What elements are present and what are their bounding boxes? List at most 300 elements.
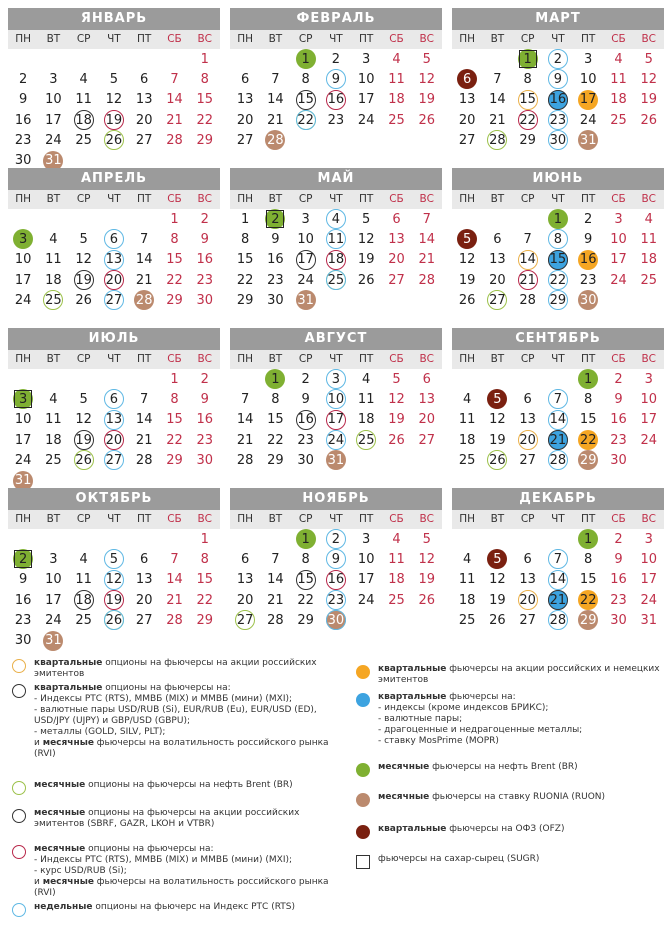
day-number: 2	[584, 211, 593, 227]
weekday-label: ВС	[197, 33, 212, 45]
weekday-label: СР	[76, 513, 91, 525]
day-number: 21	[549, 432, 567, 448]
day-grid	[8, 369, 220, 491]
day-number: 20	[105, 432, 123, 448]
month-block	[8, 168, 220, 330]
day-number: 10	[357, 551, 375, 567]
day-cell	[69, 270, 99, 290]
day-number: 8	[553, 231, 563, 247]
day-cell	[381, 590, 411, 610]
day-cell	[230, 430, 260, 450]
day-number: 1	[170, 211, 179, 227]
day-number: 19	[640, 92, 657, 108]
day-number: 2	[200, 371, 209, 387]
day-cell	[190, 110, 220, 130]
day-cell	[99, 590, 129, 610]
legend-marker	[12, 809, 26, 823]
legend-item	[352, 664, 670, 686]
day-number: 7	[553, 391, 563, 407]
day-cell	[190, 270, 220, 290]
legend-marker	[12, 659, 26, 673]
day-number: 11	[327, 231, 345, 247]
day-number: 16	[327, 92, 345, 108]
day-cell	[99, 610, 129, 630]
day-grid	[230, 209, 442, 331]
weekday-label: ПТ	[581, 193, 596, 205]
day-number: 15	[196, 572, 213, 588]
day-number: 21	[549, 592, 567, 608]
day-cell	[603, 590, 633, 610]
weekday-label: СР	[76, 353, 91, 365]
day-cell	[190, 430, 220, 450]
day-cell	[381, 250, 411, 270]
day-number: 12	[418, 551, 435, 567]
day-cell	[8, 590, 38, 610]
day-cell	[291, 549, 321, 569]
day-number: 25	[458, 452, 476, 468]
day-cell	[634, 229, 664, 249]
month-title: ИЮНЬ	[452, 168, 664, 190]
month-title: АВГУСТ	[230, 328, 442, 350]
weekday-label: СБ	[167, 33, 182, 45]
day-cell	[38, 110, 68, 130]
day-cell	[381, 549, 411, 569]
day-number: 8	[584, 551, 593, 567]
day-cell	[321, 590, 351, 610]
day-number: 18	[45, 272, 62, 288]
day-number: 21	[489, 112, 506, 128]
day-number: 15	[519, 92, 536, 108]
day-number: 13	[489, 252, 506, 268]
day-number: 29	[236, 292, 254, 308]
day-number: 18	[388, 572, 405, 588]
day-number: 14	[135, 252, 153, 268]
legend-marker	[356, 825, 370, 839]
day-cell	[634, 610, 664, 630]
day-cell	[260, 610, 290, 630]
day-number: 28	[135, 292, 153, 308]
day-cell	[291, 229, 321, 249]
weekday-label: ВС	[641, 193, 656, 205]
day-number: 20	[519, 592, 536, 608]
day-cell	[452, 290, 482, 310]
day-cell	[573, 410, 603, 430]
day-cell	[159, 290, 189, 310]
day-cell	[603, 69, 633, 89]
day-number: 28	[267, 132, 284, 148]
day-cell	[351, 69, 381, 89]
day-cell	[291, 610, 321, 630]
day-number: 30	[610, 612, 627, 628]
day-number: 31	[14, 473, 32, 489]
day-number: 29	[579, 452, 597, 468]
day-cell	[230, 250, 260, 270]
day-number: 12	[105, 572, 123, 588]
day-cell	[190, 229, 220, 249]
day-cell	[230, 450, 260, 470]
day-number: 13	[105, 252, 123, 268]
day-number: 23	[14, 132, 32, 148]
weekday-label: СБ	[389, 513, 404, 525]
day-number: 17	[327, 412, 345, 428]
day-number: 21	[418, 252, 435, 268]
day-number: 15	[196, 92, 213, 108]
day-cell	[452, 229, 482, 249]
day-number: 9	[331, 551, 341, 567]
day-cell	[513, 270, 543, 290]
day-number: 5	[644, 51, 653, 67]
weekday-label: ПН	[459, 193, 476, 205]
day-cell	[190, 369, 220, 389]
weekday-label: ЧТ	[329, 193, 343, 205]
day-cell	[381, 430, 411, 450]
day-number: 6	[240, 71, 250, 87]
day-cell	[603, 229, 633, 249]
day-number: 25	[75, 612, 92, 628]
day-number: 27	[489, 292, 506, 308]
day-number: 16	[610, 572, 627, 588]
day-cell	[291, 209, 321, 229]
day-number: 4	[462, 391, 472, 407]
day-cell	[351, 389, 381, 409]
weekday-label: СР	[298, 513, 313, 525]
day-cell	[452, 110, 482, 130]
day-cell	[291, 529, 321, 549]
day-cell	[543, 110, 573, 130]
day-number: 16	[14, 112, 32, 128]
day-cell	[381, 410, 411, 430]
day-number: 18	[75, 112, 92, 128]
day-number: 1	[301, 51, 310, 67]
day-number: 12	[458, 252, 476, 268]
day-number: 17	[45, 592, 62, 608]
day-number: 18	[388, 92, 405, 108]
weekday-label: СБ	[611, 513, 626, 525]
day-number: 1	[200, 51, 209, 67]
day-number: 13	[135, 92, 153, 108]
day-cell	[482, 549, 512, 569]
day-number: 10	[610, 231, 627, 247]
day-cell	[99, 290, 129, 310]
day-number: 9	[584, 231, 593, 247]
day-cell	[513, 250, 543, 270]
day-number: 4	[79, 551, 88, 567]
day-cell	[99, 90, 129, 110]
day-cell	[412, 49, 442, 69]
weekday-label: ВТ	[46, 353, 61, 365]
weekday-label: ПТ	[359, 353, 374, 365]
day-number: 22	[549, 272, 567, 288]
day-cell	[482, 610, 512, 630]
day-number: 2	[18, 551, 28, 567]
day-cell	[412, 270, 442, 290]
month-block	[8, 328, 220, 490]
day-cell	[8, 69, 38, 89]
day-number: 10	[14, 252, 32, 268]
day-number: 5	[362, 211, 371, 227]
day-number: 8	[271, 391, 280, 407]
day-number: 11	[640, 231, 657, 247]
day-cell	[543, 69, 573, 89]
day-number: 4	[79, 71, 88, 87]
day-number: 24	[579, 112, 597, 128]
day-number: 18	[458, 432, 476, 448]
legend-line: эмитентов	[34, 669, 85, 679]
day-cell	[482, 69, 512, 89]
day-number: 14	[489, 92, 506, 108]
day-number: 19	[489, 592, 506, 608]
day-cell	[260, 389, 290, 409]
day-cell	[291, 250, 321, 270]
day-cell	[634, 549, 664, 569]
day-cell	[260, 69, 290, 89]
month-block	[230, 488, 442, 650]
day-grid	[452, 369, 664, 491]
day-number: 31	[579, 132, 597, 148]
day-cell	[482, 590, 512, 610]
day-cell	[8, 610, 38, 630]
day-cell	[38, 270, 68, 290]
day-number: 6	[140, 71, 149, 87]
day-cell	[412, 69, 442, 89]
day-number: 30	[297, 452, 314, 468]
day-number: 8	[170, 231, 179, 247]
day-number: 19	[75, 432, 92, 448]
day-number: 24	[45, 612, 62, 628]
day-cell	[513, 590, 543, 610]
weekday-label: СБ	[167, 513, 182, 525]
weekday-label: ЧТ	[107, 193, 121, 205]
day-grid	[230, 369, 442, 491]
day-number: 17	[640, 572, 657, 588]
day-cell	[573, 389, 603, 409]
day-cell	[129, 110, 159, 130]
day-number: 25	[640, 272, 657, 288]
month-block	[452, 488, 664, 650]
day-number: 12	[418, 71, 435, 87]
day-number: 2	[301, 371, 310, 387]
month-block	[230, 328, 442, 490]
day-cell	[513, 290, 543, 310]
weekday-label: ПТ	[137, 513, 152, 525]
day-cell	[482, 430, 512, 450]
weekday-label: ЧТ	[329, 353, 343, 365]
weekday-label: СБ	[611, 353, 626, 365]
legend-item	[352, 824, 670, 835]
day-number: 15	[166, 412, 183, 428]
weekday-header	[230, 350, 442, 369]
day-number: 11	[388, 551, 405, 567]
day-cell	[351, 110, 381, 130]
day-number: 2	[18, 71, 28, 87]
day-number: 9	[614, 391, 623, 407]
day-cell	[452, 549, 482, 569]
day-number: 30	[267, 292, 284, 308]
day-cell	[8, 570, 38, 590]
day-number: 5	[493, 551, 502, 567]
day-cell	[381, 110, 411, 130]
day-cell	[381, 529, 411, 549]
day-cell	[8, 229, 38, 249]
day-number: 10	[640, 551, 657, 567]
day-number: 16	[549, 92, 567, 108]
day-cell	[634, 250, 664, 270]
day-number: 6	[140, 551, 149, 567]
day-number: 11	[45, 412, 62, 428]
day-number: 22	[166, 272, 183, 288]
day-cell	[38, 549, 68, 569]
day-number: 7	[240, 391, 250, 407]
day-cell	[291, 450, 321, 470]
day-cell	[412, 570, 442, 590]
day-number: 15	[236, 252, 254, 268]
day-number: 10	[45, 92, 62, 108]
day-cell	[634, 430, 664, 450]
day-cell	[381, 570, 411, 590]
day-cell	[412, 229, 442, 249]
day-cell	[190, 590, 220, 610]
day-cell	[99, 450, 129, 470]
day-number: 20	[418, 412, 435, 428]
day-cell	[603, 529, 633, 549]
day-cell	[381, 270, 411, 290]
day-number: 30	[579, 292, 597, 308]
day-number: 7	[271, 551, 280, 567]
legend-line: - индексы (кроме индексов БРИКС);	[378, 703, 549, 713]
day-number: 4	[331, 211, 341, 227]
day-cell	[38, 90, 68, 110]
day-cell	[634, 110, 664, 130]
day-number: 26	[489, 452, 506, 468]
day-cell	[381, 49, 411, 69]
day-cell	[634, 389, 664, 409]
day-cell	[190, 410, 220, 430]
day-cell	[260, 369, 290, 389]
legend-line: (RVI)	[34, 888, 56, 898]
day-number: 22	[196, 112, 213, 128]
day-number: 8	[200, 551, 209, 567]
day-number: 19	[105, 112, 123, 128]
day-number: 26	[640, 112, 657, 128]
day-number: 27	[418, 432, 435, 448]
day-number: 13	[105, 412, 123, 428]
day-number: 13	[519, 572, 536, 588]
day-cell	[38, 389, 68, 409]
day-cell	[452, 250, 482, 270]
day-cell	[190, 570, 220, 590]
day-number: 1	[240, 211, 250, 227]
legend-marker	[356, 793, 370, 807]
day-number: 17	[297, 252, 314, 268]
day-cell	[260, 110, 290, 130]
weekday-label: ВС	[419, 33, 434, 45]
day-cell	[8, 250, 38, 270]
day-number: 16	[196, 252, 213, 268]
day-number: 24	[610, 272, 627, 288]
day-number: 13	[236, 572, 254, 588]
day-number: 30	[610, 452, 627, 468]
legend-line: - Индексы РТС (RTS), ММВБ (MIX) и ММВБ (мини) (MXI);	[34, 694, 293, 704]
day-number: 28	[418, 272, 435, 288]
day-cell	[573, 610, 603, 630]
day-number: 17	[45, 112, 62, 128]
day-cell	[38, 130, 68, 150]
day-cell	[412, 549, 442, 569]
legend-line: и месячные фьючерсы на волатильность российского рынка	[34, 738, 329, 748]
day-cell	[351, 49, 381, 69]
day-cell	[573, 529, 603, 549]
legend	[8, 656, 664, 934]
month-title: ИЮЛЬ	[8, 328, 220, 350]
day-cell	[38, 450, 68, 470]
legend-line: квартальные фьючерсы на акции российских и немецких	[378, 664, 660, 674]
day-number: 16	[297, 412, 314, 428]
day-number: 11	[458, 572, 476, 588]
weekday-label: ЧТ	[329, 513, 343, 525]
day-number: 4	[644, 211, 653, 227]
day-number: 21	[267, 112, 284, 128]
day-number: 2	[331, 51, 341, 67]
day-number: 9	[553, 71, 563, 87]
weekday-label: ПН	[459, 33, 476, 45]
day-cell	[190, 49, 220, 69]
day-number: 25	[327, 272, 345, 288]
day-cell	[38, 410, 68, 430]
day-number: 3	[644, 371, 653, 387]
day-number: 26	[418, 112, 435, 128]
day-number: 16	[327, 572, 345, 588]
legend-item	[8, 808, 334, 830]
day-cell	[129, 570, 159, 590]
day-number: 14	[267, 92, 284, 108]
day-cell	[543, 590, 573, 610]
day-number: 27	[519, 612, 536, 628]
day-cell	[351, 369, 381, 389]
weekday-label: ВС	[197, 513, 212, 525]
day-number: 15	[297, 572, 314, 588]
day-cell	[159, 410, 189, 430]
weekday-header	[8, 30, 220, 49]
day-number: 6	[462, 71, 472, 87]
day-number: 27	[105, 452, 123, 468]
day-cell	[634, 69, 664, 89]
day-number: 10	[579, 71, 597, 87]
day-cell	[260, 130, 290, 150]
day-cell	[159, 90, 189, 110]
day-cell	[482, 290, 512, 310]
legend-item	[352, 854, 670, 865]
day-cell	[99, 389, 129, 409]
day-cell	[69, 389, 99, 409]
day-number: 14	[236, 412, 254, 428]
day-number: 7	[523, 231, 532, 247]
day-number: 21	[166, 112, 183, 128]
day-number: 3	[644, 531, 653, 547]
day-cell	[452, 90, 482, 110]
day-cell	[159, 69, 189, 89]
day-number: 26	[105, 132, 123, 148]
day-number: 22	[297, 112, 314, 128]
day-cell	[603, 110, 633, 130]
day-cell	[482, 270, 512, 290]
day-number: 1	[301, 531, 310, 547]
weekday-label: ПТ	[581, 353, 596, 365]
day-number: 12	[640, 71, 657, 87]
day-cell	[38, 610, 68, 630]
day-number: 3	[18, 391, 28, 407]
day-cell	[8, 430, 38, 450]
day-number: 10	[45, 572, 62, 588]
